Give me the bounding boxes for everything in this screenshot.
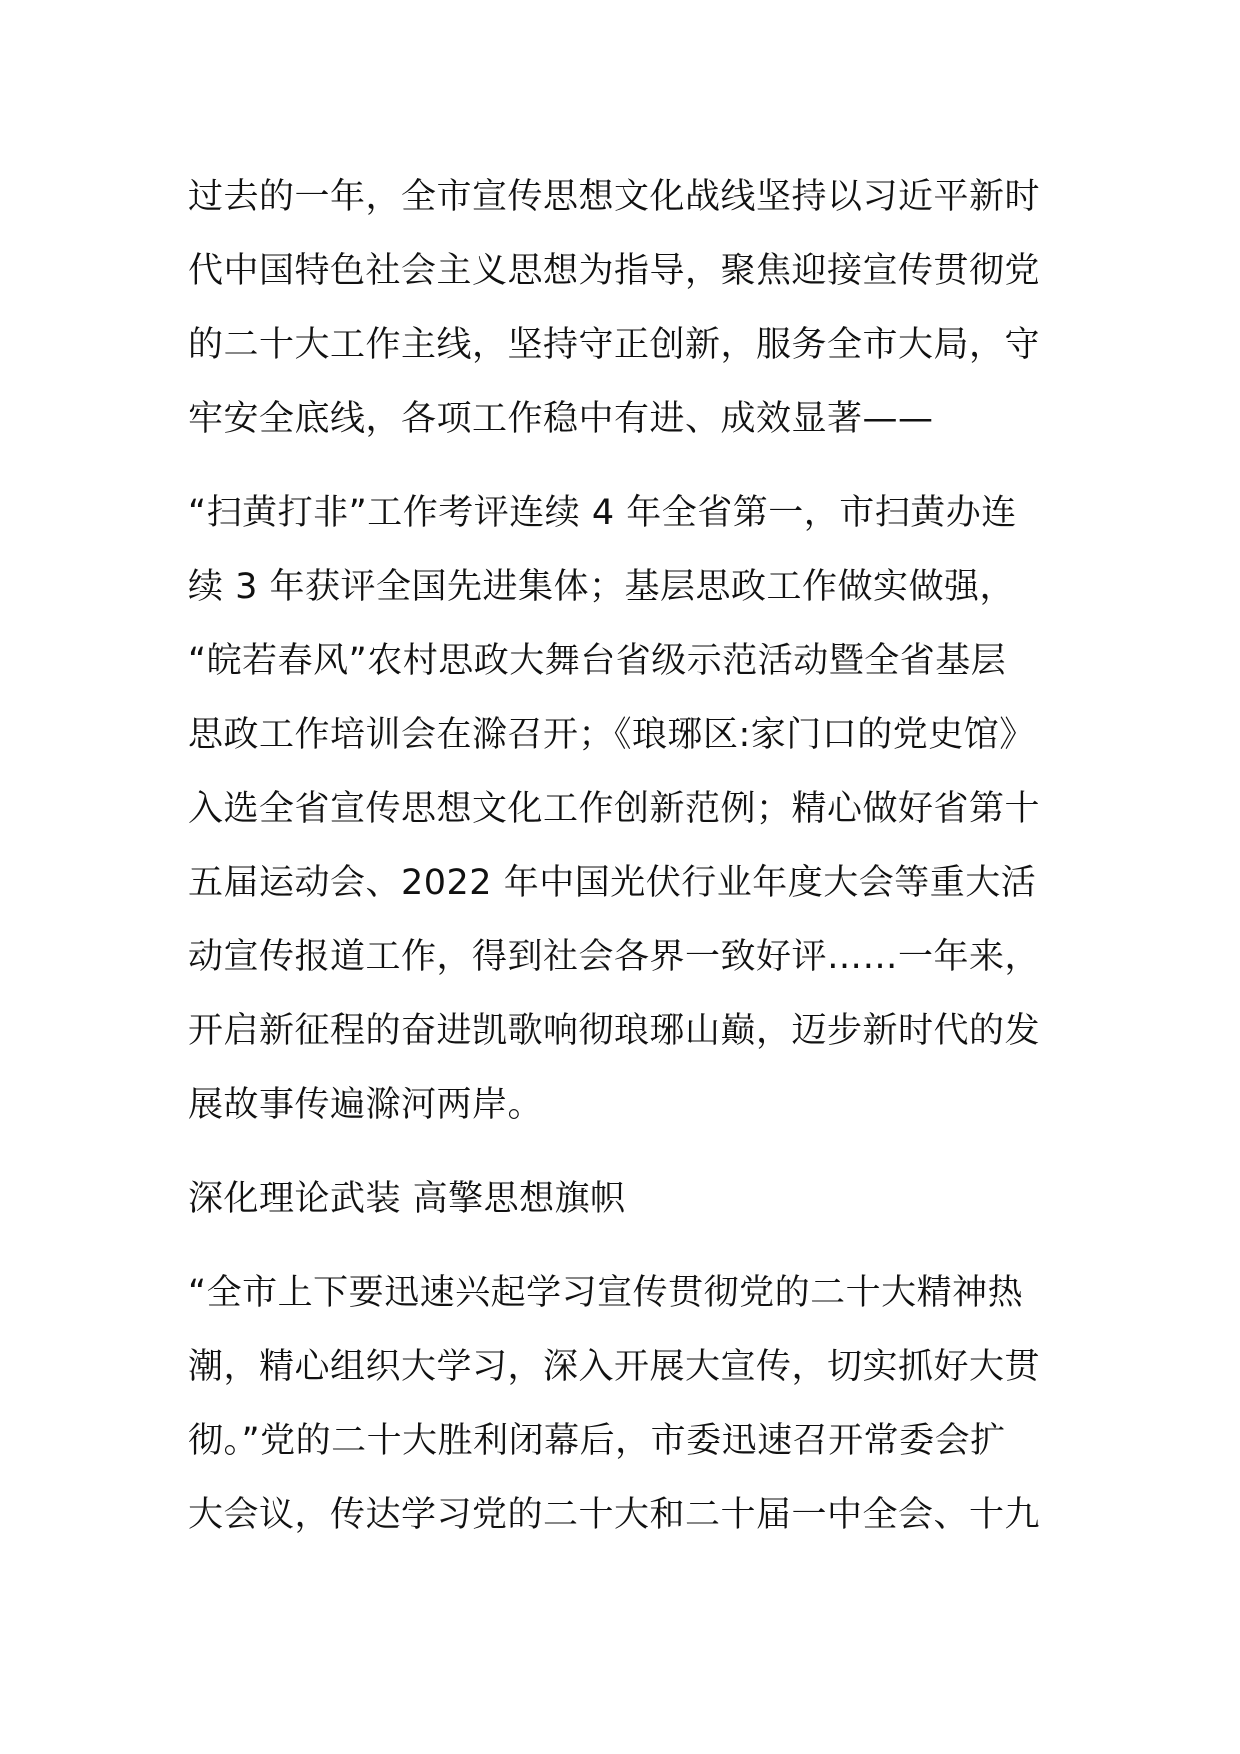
text-line: 展故事传遍滁河两岸。: [188, 1085, 544, 1125]
paragraph-gap: [188, 456, 1058, 476]
text-line: 牢安全底线，各项工作稳中有进、成效显著——: [188, 399, 934, 439]
text-line: 彻。”党的二十大胜利闭幕后，市委迅速召开常委会扩: [188, 1421, 1006, 1461]
text-line: 续 3 年获评全国先进集体；基层思政工作做实做强，: [188, 567, 1016, 607]
text-line: 代中国特色社会主义思想为指导，聚焦迎接宣传贯彻党: [188, 251, 1041, 291]
paragraph-gap: [188, 1236, 1058, 1256]
text-line: 动宣传报道工作，得到社会各界一致好评……一年来，: [188, 937, 1041, 977]
text-line: 的二十大工作主线，坚持守正创新，服务全市大局，守: [188, 325, 1041, 365]
text-line: 过去的一年，全市宣传思想文化战线坚持以习近平新时: [188, 177, 1041, 217]
text-line: “皖若春风”农村思政大舞台省级示范活动暨全省基层: [188, 641, 1007, 681]
document-body: [188, 160, 1058, 1552]
paragraph-theory: [188, 1256, 1058, 1552]
text-line: 思政工作培训会在滁召开；《琅琊区:家门口的党史馆》: [188, 715, 1035, 755]
paragraph-gap: [188, 1142, 1058, 1162]
text-line: “全市上下要迅速兴起学习宣传贯彻党的二十大精神热: [188, 1273, 1024, 1313]
text-line: 五届运动会、2022 年中国光伏行业年度大会等重大活: [188, 863, 1037, 903]
text-line: 开启新征程的奋进凯歌响彻琅琊山巅，迈步新时代的发: [188, 1011, 1041, 1051]
paragraph-intro: [188, 160, 1058, 456]
text-line: 入选全省宣传思想文化工作创新范例；精心做好省第十: [188, 789, 1041, 829]
section-heading: 深化理论武装 高擎思想旗帜: [188, 1179, 626, 1219]
text-line: “扫黄打非”工作考评连续 4 年全省第一，市扫黄办连: [188, 493, 1017, 533]
text-line: 潮，精心组织大学习，深入开展大宣传，切实抓好大贯: [188, 1347, 1041, 1387]
text-line: 大会议，传达学习党的二十大和二十届一中全会、十九: [188, 1495, 1041, 1535]
paragraph-achievements: [188, 476, 1058, 1142]
